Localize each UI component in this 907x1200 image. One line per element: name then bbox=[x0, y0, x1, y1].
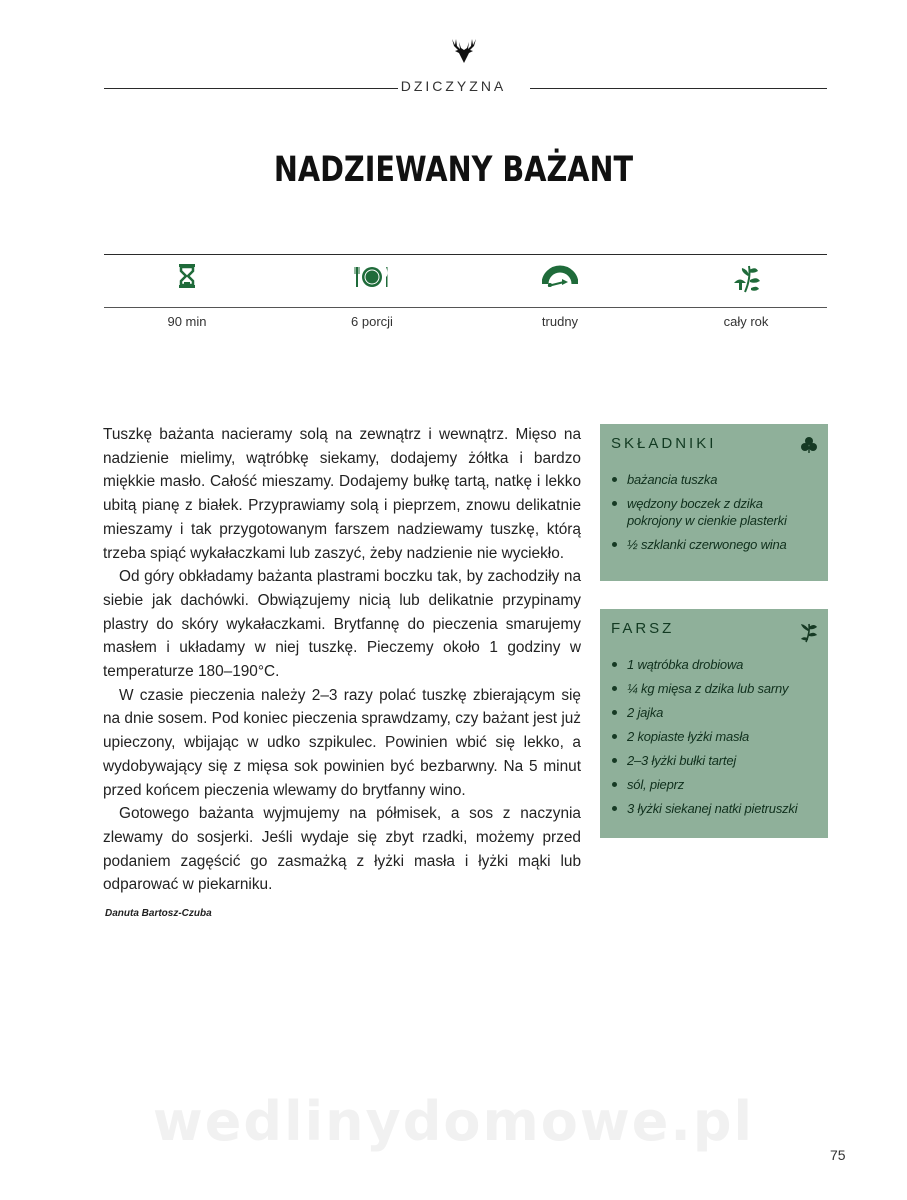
list-item: ¼ kg mięsa z dzika lub sarny bbox=[610, 680, 820, 697]
info-servings-label: 6 porcji bbox=[351, 314, 393, 329]
info-time bbox=[87, 262, 287, 290]
deer-head-icon bbox=[447, 33, 481, 67]
stuffing-box bbox=[600, 609, 828, 838]
list-item: 3 łyżki siekanej natki pietruszki bbox=[610, 800, 820, 817]
info-difficulty-label: trudny bbox=[541, 314, 579, 329]
difficulty-gauge-icon bbox=[542, 262, 578, 290]
info-season-label: cały rok bbox=[723, 314, 769, 329]
info-difficulty bbox=[460, 262, 660, 290]
list-item: 2–3 łyżki bułki tartej bbox=[610, 752, 820, 769]
info-servings bbox=[272, 262, 472, 290]
herb-mushroom-icon bbox=[729, 262, 763, 294]
herb-icon bbox=[798, 621, 818, 643]
clover-icon bbox=[800, 436, 818, 454]
stuffing-list bbox=[610, 656, 820, 824]
watermark: wedlinydomowe.pl bbox=[152, 1090, 755, 1153]
plate-cutlery-icon bbox=[354, 262, 390, 290]
instruction-paragraph: Gotowego bażanta wyjmujemy na półmisek, a sos z naczynia zlewamy do sosjerki. Jeśli wydaje się zbyt rzadki, możemy przed podaniem zagęścić go zasmażką z łyżki masła i łyżki mąki lub odparować w piekarniku. bbox=[103, 805, 581, 894]
recipe-instructions bbox=[103, 423, 581, 897]
info-rule-top bbox=[104, 254, 827, 255]
section-label: DZICZYZNA bbox=[400, 78, 507, 94]
page-number: 75 bbox=[830, 1147, 846, 1163]
stuffing-title: FARSZ bbox=[611, 620, 675, 637]
ingredients-box bbox=[600, 424, 828, 581]
list-item: wędzony boczek z dzika pokrojony w cienkie plasterki bbox=[610, 495, 820, 529]
info-rule-bottom bbox=[104, 307, 827, 308]
ingredients-title: SKŁADNIKI bbox=[611, 435, 717, 452]
info-season bbox=[646, 262, 846, 294]
list-item: 1 wątróbka drobiowa bbox=[610, 656, 820, 673]
page-title: NADZIEWANY BAŻANT bbox=[273, 150, 634, 190]
list-item: bażancia tuszka bbox=[610, 471, 820, 488]
list-item: 2 jajka bbox=[610, 704, 820, 721]
list-item: ½ szklanki czerwonego wina bbox=[610, 536, 820, 553]
instruction-paragraph: Tuszkę bażanta nacieramy solą na zewnątrz i wewnątrz. Mięso na nadzienie mielimy, wątróbkę siekamy, dodajemy żółtka i bardzo miękkie masło. Całość mieszamy. Dodajemy bułkę tartą, natkę i lekko ubitą pianę z białek. Przyprawiamy solą i pieprzem, znowu delikatnie mieszamy i tak przygotowanym farszem nadziewamy tuszkę, którą trzeba spiąć wykałaczkami lub zaszyć, żeby nadzienie nie wyciekło. bbox=[103, 426, 581, 562]
author: Danuta Bartosz-Czuba bbox=[105, 908, 212, 919]
list-item: 2 kopiaste łyżki masła bbox=[610, 728, 820, 745]
info-time-label: 90 min bbox=[167, 314, 207, 329]
instruction-paragraph: W czasie pieczenia należy 2–3 razy polać tuszkę zbierającym się na dnie sosem. Pod koniec pieczenia sprawdzamy, czy bażant jest już upieczony, wbijając w udko szpikulec. Powinien wbić się lekko, a wydobywający się z mięsa sok powinien być bezbarwny. Na 5 minut przed końcem pieczenia wlewamy do brytfanny wino. bbox=[103, 686, 581, 799]
ingredients-list bbox=[610, 471, 820, 560]
list-item: sól, pieprz bbox=[610, 776, 820, 793]
hourglass-icon bbox=[176, 262, 198, 290]
instruction-paragraph: Od góry obkładamy bażanta plastrami boczku tak, by zachodziły na siebie jak dachówki. Obwiązujemy nicią lub delikatnie przypinamy plastry do skóry wykałaczkami. Brytfannę do pieczenia smarujemy masłem i układamy w niej tuszkę. Pieczemy około 1 godziny w temperaturze 180–190°C. bbox=[103, 568, 581, 681]
